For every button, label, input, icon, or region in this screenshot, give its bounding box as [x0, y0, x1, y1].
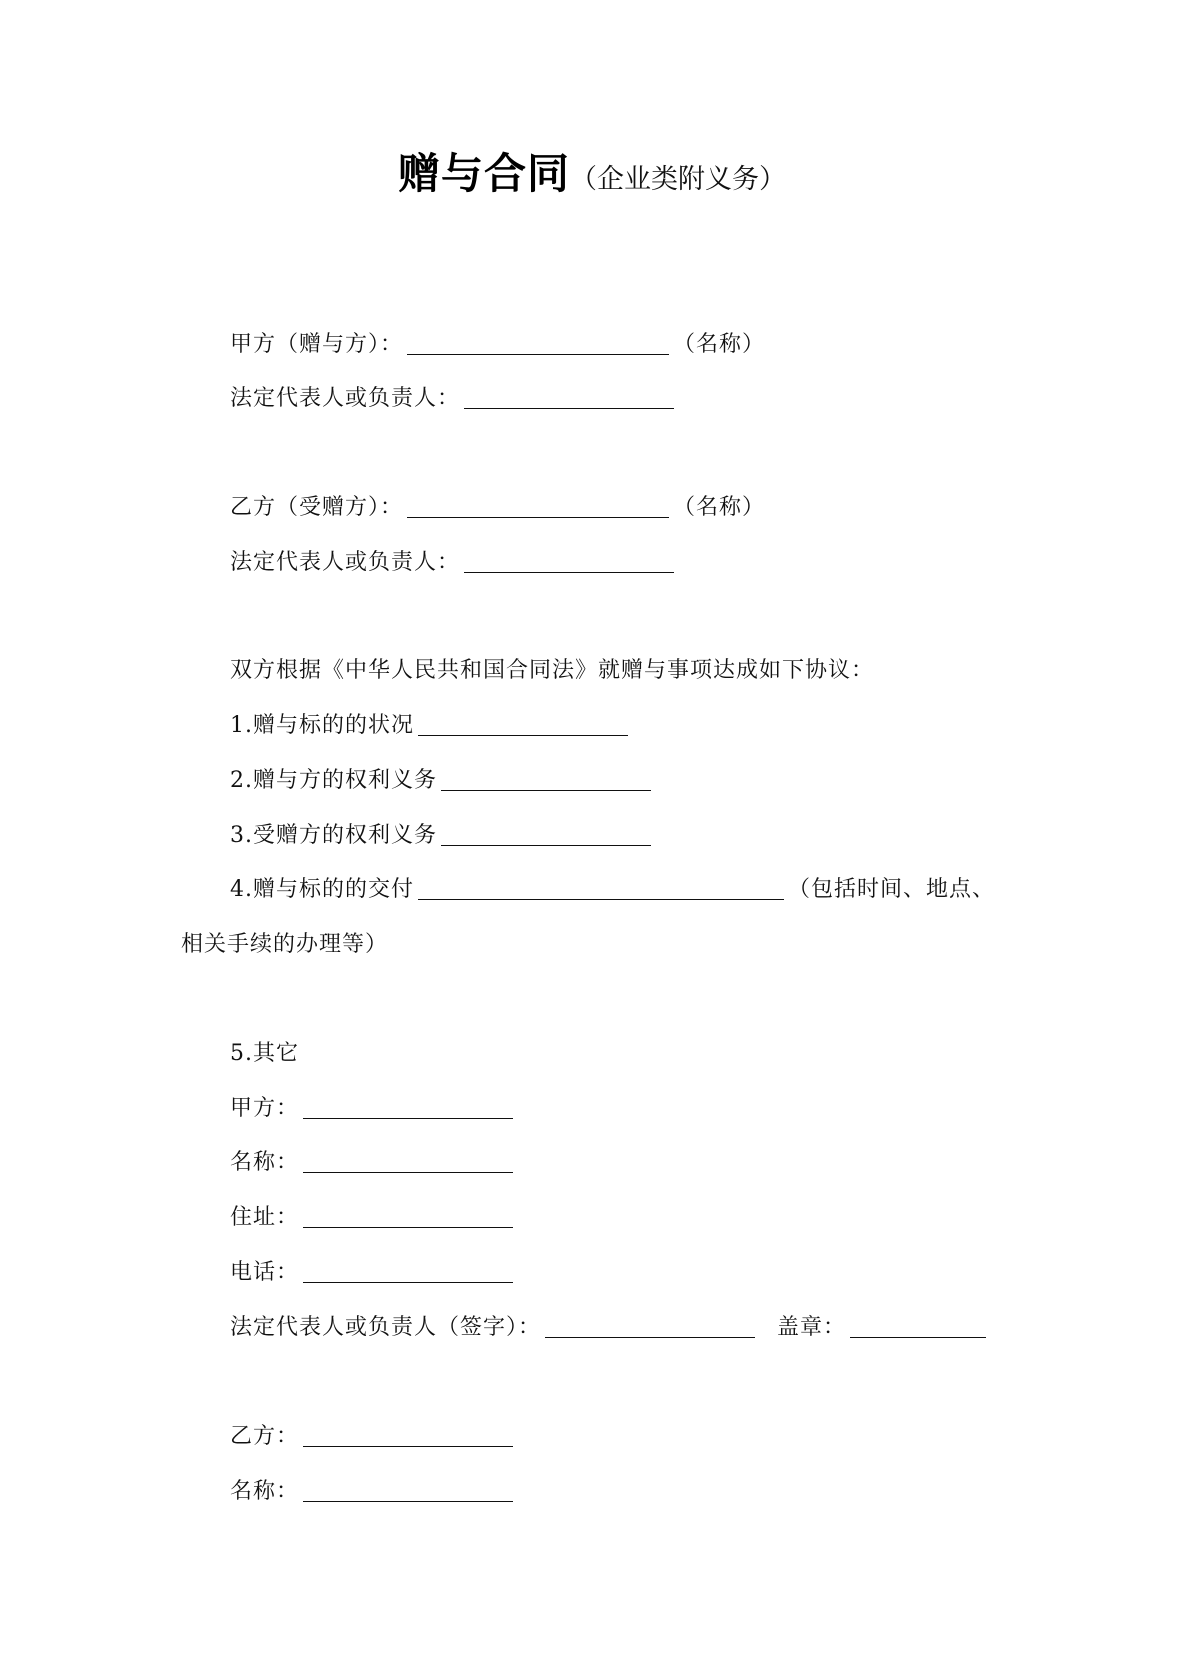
- sign-a-rep-line: [230, 1313, 990, 1343]
- clause-3-label: 3.受赠方的权利义务: [230, 823, 437, 848]
- party-a-rep-field[interactable]: [464, 386, 674, 409]
- sign-a-address-field[interactable]: [303, 1205, 513, 1228]
- party-b-name-field[interactable]: [407, 495, 669, 518]
- title-main: 赠与合同: [397, 149, 570, 198]
- party-b-rep-line: [230, 548, 678, 578]
- sign-a-address-line: [230, 1203, 517, 1233]
- clause-5: 5.其它: [230, 1041, 299, 1066]
- sign-a-rep-label: 法定代表人或负责人（签字）：: [230, 1315, 542, 1340]
- sign-a-party-label: 甲方：: [230, 1096, 300, 1121]
- party-b-line: [230, 493, 765, 523]
- clause-4-field[interactable]: [418, 877, 784, 900]
- clause-2-label: 2.赠与方的权利义务: [230, 768, 437, 793]
- party-a-rep-line: [230, 384, 678, 414]
- clause-4-continuation: 相关手续的办理等）: [181, 932, 389, 957]
- sign-a-name-label: 名称：: [230, 1150, 300, 1175]
- clause-4: [230, 875, 995, 905]
- sign-a-phone-field[interactable]: [303, 1260, 513, 1283]
- title-subtitle: （企业类附义务）: [570, 164, 786, 195]
- party-a-name-field[interactable]: [407, 332, 669, 355]
- party-b-label: 乙方（受赠方）：: [230, 495, 404, 520]
- agreement-intro: 双方根据《中华人民共和国合同法》就赠与事项达成如下协议：: [230, 658, 875, 683]
- party-a-rep-label: 法定代表人或负责人：: [230, 386, 461, 411]
- clause-1: [230, 711, 632, 741]
- party-b-suffix: （名称）: [673, 495, 766, 520]
- sign-a-name-field[interactable]: [303, 1150, 513, 1173]
- sign-a-seal-label: 盖章：: [777, 1315, 847, 1340]
- sign-b-party-label: 乙方：: [230, 1424, 300, 1449]
- party-a-line: [230, 330, 765, 360]
- clause-4-suffix: （包括时间、地点、: [788, 877, 996, 902]
- party-a-label: 甲方（赠与方）：: [230, 332, 404, 357]
- sign-a-name-line: [230, 1148, 517, 1178]
- sign-a-seal-field[interactable]: [850, 1315, 986, 1338]
- sign-a-address-label: 住址：: [230, 1205, 300, 1230]
- sign-a-phone-label: 电话：: [230, 1260, 300, 1285]
- clause-2-field[interactable]: [441, 768, 651, 791]
- document-title: [0, 148, 1184, 209]
- clause-3-field[interactable]: [441, 823, 651, 846]
- sign-a-party-field[interactable]: [303, 1096, 513, 1119]
- sign-b-name-label: 名称：: [230, 1479, 300, 1504]
- sign-b-party-line: [230, 1422, 517, 1452]
- sign-a-rep-field[interactable]: [545, 1315, 755, 1338]
- sign-a-party-line: [230, 1094, 517, 1124]
- party-a-suffix: （名称）: [673, 332, 766, 357]
- party-b-rep-label: 法定代表人或负责人：: [230, 550, 461, 575]
- clause-1-label: 1.赠与标的的状况: [230, 713, 414, 738]
- clause-3: [230, 821, 655, 851]
- clause-2: [230, 766, 655, 796]
- sign-b-party-field[interactable]: [303, 1424, 513, 1447]
- clause-4-label: 4.赠与标的的交付: [230, 877, 414, 902]
- party-b-rep-field[interactable]: [464, 550, 674, 573]
- sign-b-name-field[interactable]: [303, 1479, 513, 1502]
- sign-a-phone-line: [230, 1258, 517, 1288]
- sign-b-name-line: [230, 1477, 517, 1507]
- clause-1-field[interactable]: [418, 713, 628, 736]
